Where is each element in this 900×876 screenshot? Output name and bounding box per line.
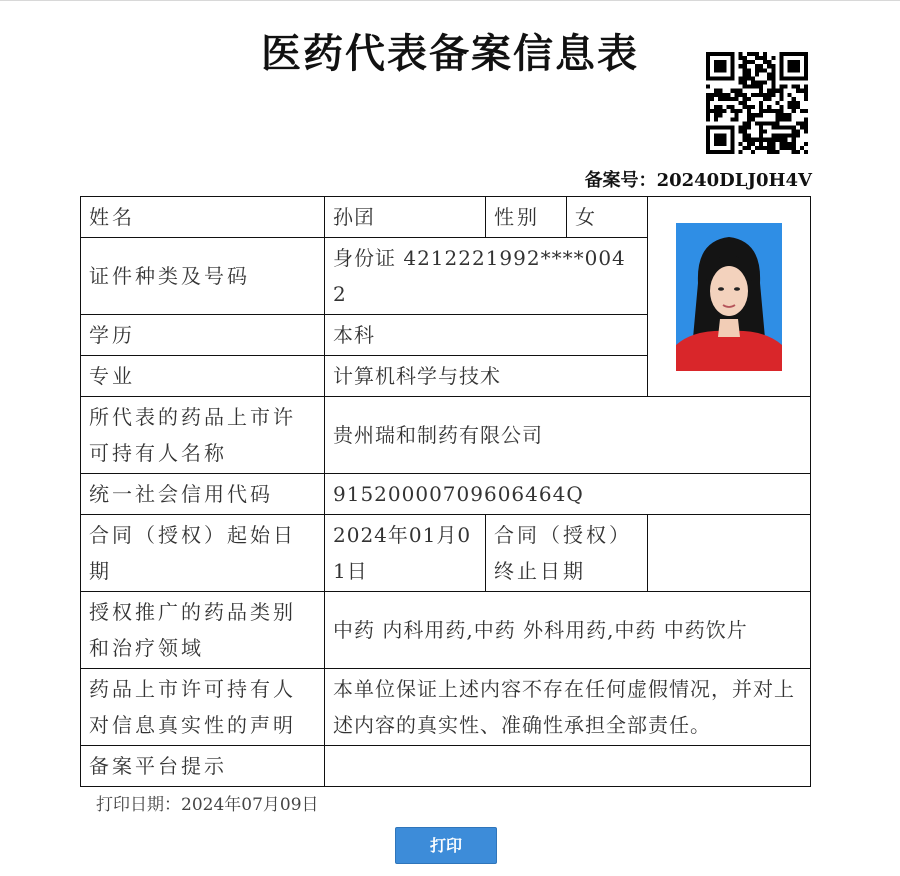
end-date-label: 合同（授权）终止日期 [486,515,648,592]
top-rule [0,0,900,1]
print-date: 打印日期：2024年07月09日 [96,795,319,815]
row-contract [81,515,811,592]
row-category [81,592,811,669]
row-credit [81,474,811,515]
start-date-label: 合同（授权）起始日期 [81,515,325,592]
record-number [585,166,812,192]
row-platform [81,746,811,787]
credit-label: 统一社会信用代码 [81,474,325,515]
company-value: 贵州瑞和制药有限公司 [325,397,811,474]
print-button[interactable]: 打印 [395,827,497,864]
id-label: 证件种类及号码 [81,238,325,315]
major-value: 计算机科学与技术 [325,356,648,397]
education-value: 本科 [325,315,648,356]
statement-label: 药品上市许可持有人对信息真实性的声明 [81,669,325,746]
row-company [81,397,811,474]
company-label: 所代表的药品上市许可持有人名称 [81,397,325,474]
platform-value [325,746,811,787]
gender-value: 女 [567,197,648,238]
platform-label: 备案平台提示 [81,746,325,787]
row-statement [81,669,811,746]
photo-cell [648,197,811,397]
major-label: 专业 [81,356,325,397]
credit-value: 91520000709606464Q [325,474,811,515]
info-table [80,196,811,787]
gender-label: 性别 [486,197,567,238]
name-label: 姓名 [81,197,325,238]
id-value: 身份证 4212221992****0042 [325,238,648,315]
education-label: 学历 [81,315,325,356]
category-label: 授权推广的药品类别和治疗领域 [81,592,325,669]
end-date-value [648,515,811,592]
record-number-label: 备案号： [584,170,657,191]
start-date-value: 2024年01月01日 [325,515,486,592]
qr-code [706,52,808,154]
record-number-value: 20240DLJ0H4V [656,170,812,191]
statement-value: 本单位保证上述内容不存在任何虚假情况，并对上述内容的真实性、准确性承担全部责任。 [325,669,811,746]
id-photo [676,223,782,371]
category-value: 中药 内科用药,中药 外科用药,中药 中药饮片 [325,592,811,669]
page-title: 医药代表备案信息表 [261,30,639,77]
name-value: 孙囝 [325,197,486,238]
row-name [81,197,811,238]
